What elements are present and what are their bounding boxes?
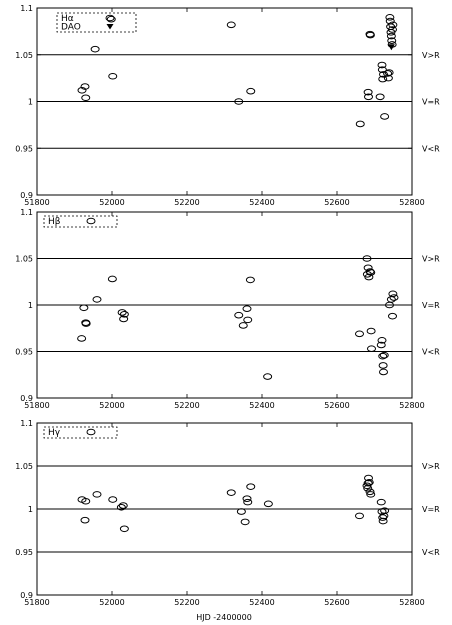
ratio-label-below: V<R <box>422 144 440 154</box>
x-tick-label: 52200 <box>174 401 200 410</box>
data-point <box>389 313 397 319</box>
data-point <box>376 94 384 100</box>
data-point <box>227 22 235 28</box>
data-point <box>379 363 387 369</box>
ratio-label-below: V<R <box>422 548 440 557</box>
y-tick-label: 1.1 <box>20 419 33 428</box>
x-tick-label: 51800 <box>24 198 50 207</box>
x-tick-label: 52000 <box>99 598 125 607</box>
y-tick-label: 1 <box>27 301 33 310</box>
data-point <box>120 526 128 532</box>
x-tick-label: 52200 <box>174 198 200 207</box>
data-point <box>109 497 117 503</box>
ratio-label-equal: V=R <box>422 301 440 310</box>
x-tick-label: 52000 <box>99 401 125 410</box>
data-point <box>264 501 272 507</box>
legend-marker <box>87 429 95 435</box>
x-axis-title: HJD -2400000 <box>196 613 252 622</box>
x-tick-label: 52600 <box>324 401 350 410</box>
data-point <box>109 73 117 79</box>
y-tick-label: 1.1 <box>20 4 33 13</box>
x-tick-label: 52400 <box>249 198 275 207</box>
legend-marker-dao <box>107 24 114 30</box>
data-point <box>243 306 251 312</box>
legend-label: DAO <box>61 22 81 33</box>
data-point <box>356 121 364 127</box>
data-point <box>380 369 388 375</box>
y-tick-label: 1.1 <box>20 208 33 217</box>
y-tick-label: 1.05 <box>15 462 33 471</box>
data-point <box>93 492 101 498</box>
data-point <box>108 276 116 282</box>
data-point <box>244 499 252 505</box>
data-point <box>367 328 375 334</box>
y-tick-label: 1.05 <box>15 50 33 60</box>
ratio-label-below: V<R <box>422 347 440 357</box>
panel-h-beta <box>15 208 440 410</box>
data-point <box>93 297 101 303</box>
y-tick-label: 0.9 <box>20 191 33 200</box>
data-point <box>246 277 254 283</box>
y-tick-label: 1 <box>27 505 33 514</box>
y-tick-label: 0.95 <box>15 347 33 357</box>
panel-h-alpha <box>15 4 440 207</box>
data-point <box>239 323 247 329</box>
legend-label: Hγ <box>48 428 61 438</box>
x-tick-label: 52800 <box>399 401 425 410</box>
ratio-label-above: V>R <box>422 50 440 60</box>
x-tick-label: 52800 <box>399 198 425 207</box>
data-point <box>264 374 272 380</box>
data-point <box>241 519 249 525</box>
legend-marker <box>87 218 95 224</box>
ratio-label-equal: V=R <box>422 97 440 107</box>
legend-label: Hβ <box>48 217 61 227</box>
y-tick-label: 1 <box>27 97 33 107</box>
x-tick-label: 52800 <box>399 598 425 607</box>
y-tick-label: 0.9 <box>20 591 33 600</box>
data-point <box>247 484 255 490</box>
ratio-label-above: V>R <box>422 462 440 471</box>
y-tick-label: 0.95 <box>15 548 33 557</box>
x-tick-label: 52400 <box>249 598 275 607</box>
data-point <box>78 336 86 342</box>
y-tick-label: 0.9 <box>20 394 33 403</box>
data-point <box>377 499 385 505</box>
legend-label: Hα <box>61 14 74 24</box>
x-tick-label: 52200 <box>174 598 200 607</box>
y-tick-label: 0.95 <box>15 144 33 154</box>
x-tick-label: 52000 <box>99 198 125 207</box>
data-point <box>237 509 245 515</box>
data-point <box>119 503 127 509</box>
data-point <box>244 317 252 323</box>
x-tick-label: 52600 <box>324 598 350 607</box>
data-point <box>356 513 364 519</box>
data-point <box>81 517 89 523</box>
data-point <box>381 114 389 120</box>
data-point <box>80 305 88 311</box>
data-point <box>227 490 235 496</box>
y-tick-label: 1.05 <box>15 254 33 264</box>
x-tick-label: 52400 <box>249 401 275 410</box>
data-point <box>118 310 126 316</box>
data-point <box>368 346 376 352</box>
x-tick-label: 52600 <box>324 198 350 207</box>
data-point <box>82 95 90 101</box>
data-point <box>235 312 243 318</box>
x-tick-label: 51800 <box>24 598 50 607</box>
panel-h-gamma <box>15 419 440 607</box>
ratio-label-above: V>R <box>422 254 440 264</box>
data-point <box>247 88 255 94</box>
data-point <box>91 46 99 52</box>
data-point <box>356 331 364 337</box>
x-tick-label: 51800 <box>24 401 50 410</box>
ratio-label-equal: V=R <box>422 505 440 514</box>
